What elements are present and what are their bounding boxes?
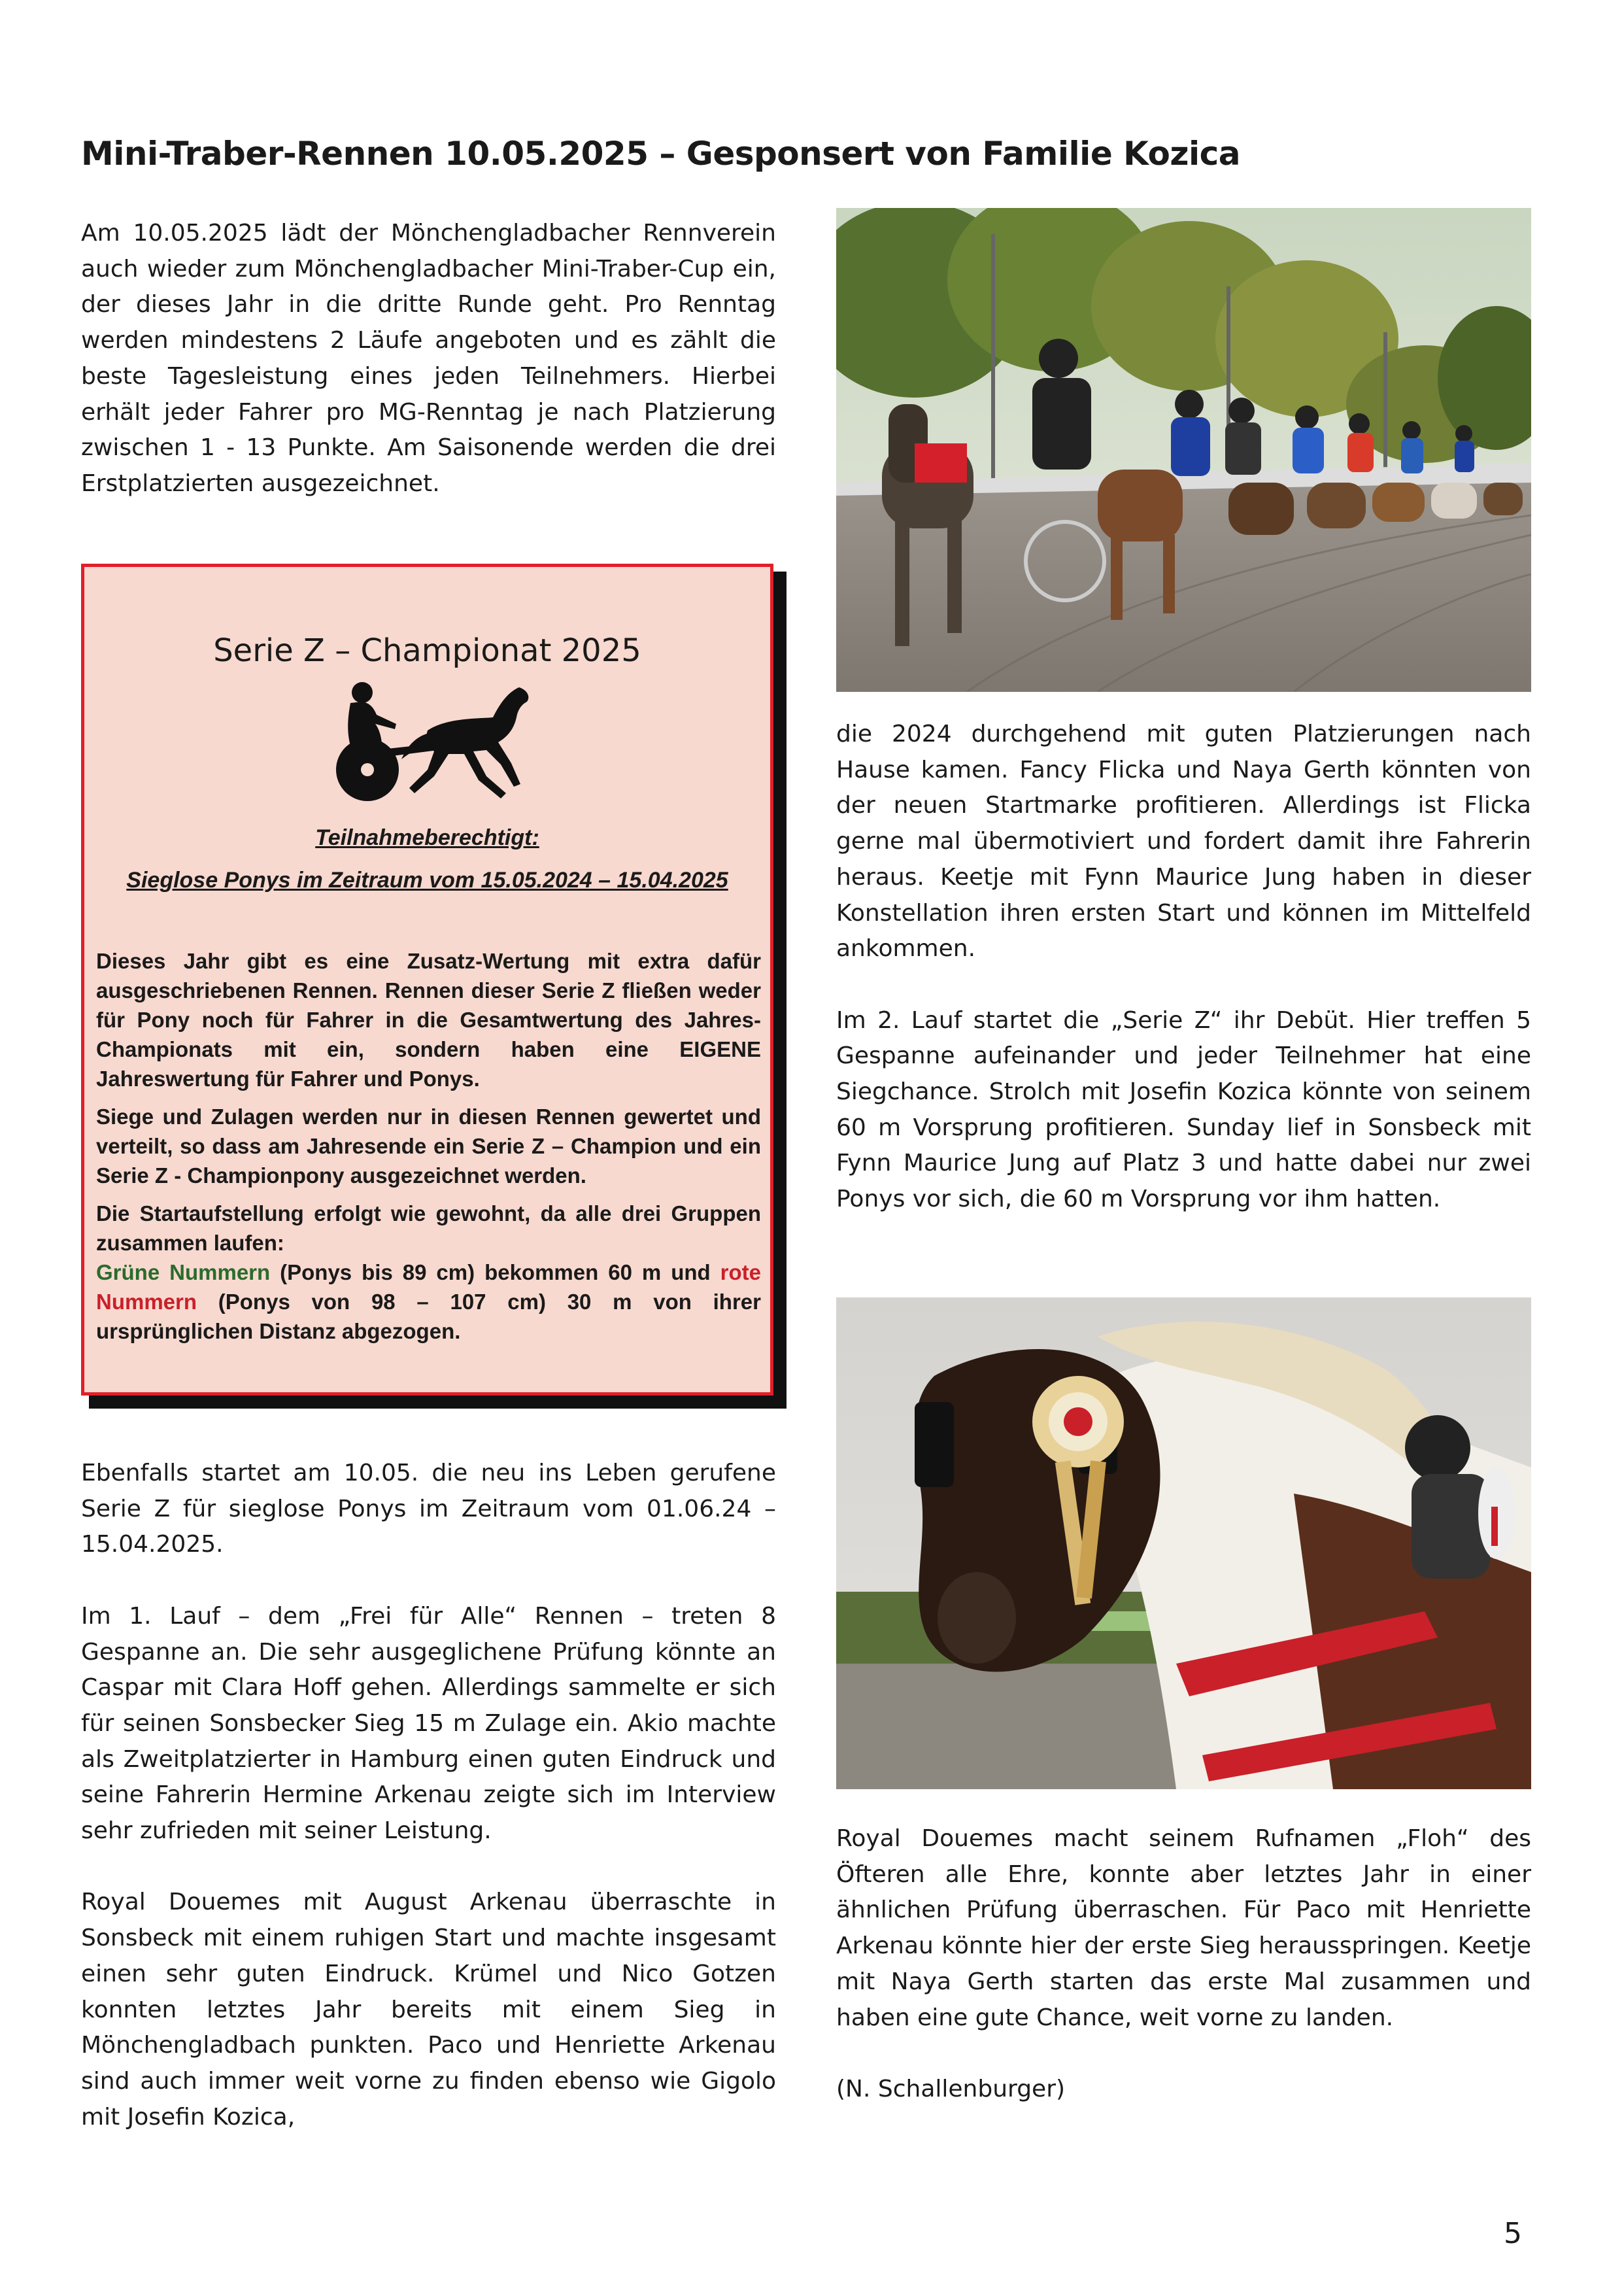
serie-z-box bbox=[81, 564, 773, 1396]
author-credit: (N. Schallenburger) bbox=[836, 2075, 1066, 2102]
right-column-text-bottom bbox=[836, 1821, 1531, 2108]
photo-pony-closeup bbox=[836, 1297, 1531, 1789]
eligible-text: Sieglose Ponys im Zeitraum vom 15.05.2024 – 15.04.2025 bbox=[126, 868, 728, 893]
red-numbers-text: (Ponys von 98 – 107 cm) 30 m von ihrer ursprünglichen Distanz abgezogen. bbox=[96, 1290, 761, 1343]
left-paragraph: Royal Douemes mit August Arkenau überraschte in Sonsbeck mit einem ruhigen Start und machte insgesamt einen sehr guten Eindruck. Krümel und Nico Gotzen konnten letztes Jahr bereits mit einem Sieg in Mönchengladbach punkten. Paco und Henriette Arkenau sind auch immer weit vorne zu finden ebenso wie Gigolo mit Josefin Kozica, bbox=[81, 1889, 776, 2131]
green-numbers-text: (Ponys bis 89 cm) bekommen 60 m und bbox=[270, 1260, 720, 1284]
eligible-heading: Teilnahmeberechtigt: bbox=[315, 825, 539, 850]
right-paragraph: Royal Douemes macht seinem Rufnamen „Floh“ des Öfteren alle Ehre, konnte aber letztes Jahr in einer ähnlichen Prüfung überraschen. Für Paco mit Henriette Arkenau könnte hier der erste Sieg herausspringen. Keetje mit Naya Gerth starten das erste Mal zusammen und haben eine gute Chance, weit vorne zu landen. bbox=[836, 1825, 1531, 2031]
intro-paragraph: Am 10.05.2025 lädt der Mönchengladbacher Rennverein auch wieder zum Mönchengladbacher Mini-Traber-Cup ein, der dieses Jahr in die dritte Runde geht. Pro Renntag werden mindestens 2 Läufe angeboten und es zählt die beste Tagesleistung eines jeden Teilnehmers. Hierbei erhält jeder Fahrer pro MG-Renntag je nach Platzierung zwischen 1 - 13 Punkte. Am Saisonende werden die drei Erstplatzierten ausgezeichnet. bbox=[81, 220, 776, 497]
box-body bbox=[96, 946, 761, 1354]
box-paragraph-3-start: Die Startaufstellung erfolgt wie gewohnt, da alle drei Gruppen zusammen laufen: bbox=[96, 1201, 761, 1255]
right-column-text-top bbox=[836, 717, 1531, 1218]
box-paragraph-3 bbox=[96, 1199, 761, 1346]
page-number: 5 bbox=[1504, 2217, 1522, 2250]
sulky-horse-icon bbox=[336, 678, 532, 809]
intro-text bbox=[81, 216, 776, 502]
right-paragraph: die 2024 durchgehend mit guten Platzierungen nach Hause kamen. Fancy Flicka und Naya Gerth könnten von der neuen Startmarke profitieren. Allerdings ist Flicka gerne mal übermotiviert und fordert damit ihre Fahrerin heraus. Keetje mit Fynn Maurice Jung haben in dieser Konstellation ihren ersten Start und können im Mittelfeld ankommen. bbox=[836, 721, 1531, 963]
box-paragraph-2: Siege und Zulagen werden nur in diesen Rennen gewertet und verteilt, so dass am Jahresende ein Serie Z – Champion und ein Serie Z - Championpony ausgezeichnet werden. bbox=[96, 1105, 761, 1188]
left-paragraph: Im 1. Lauf – dem „Frei für Alle“ Rennen – treten 8 Gespanne an. Die sehr ausgeglichene Prüfung könnte an Caspar mit Clara Hoff gehen. Allerdings sammelte er sich für seinen Sonsbecker Sieg 15 m Zulage ein. Akio machte als Zweitplatzierter in Hamburg einen guten Eindruck und seine Fahrerin Hermine Arkenau zeigte sich im Interview sehr zufrieden mit seiner Leistung. bbox=[81, 1602, 776, 1845]
green-numbers-label: Grüne Nummern bbox=[96, 1260, 271, 1284]
box-paragraph-1: Dieses Jahr gibt es eine Zusatz-Wertung mit extra dafür ausgeschriebenen Rennen. Rennen dieser Serie Z fließen weder für Pony noch für Fahrer in die Gesamtwertung des Jahres-Championats mit ein, sondern haben eine EIGENE Jahreswertung für Fahrer und Ponys. bbox=[96, 949, 761, 1091]
left-paragraph: Ebenfalls startet am 10.05. die neu ins Leben gerufene Serie Z für sieglose Ponys im Zeitraum vom 01.06.24 – 15.04.2025. bbox=[81, 1460, 776, 1558]
page-title: Mini-Traber-Rennen 10.05.2025 – Gesponsert von Familie Kozica bbox=[81, 135, 1240, 173]
photo-pony-race bbox=[836, 208, 1531, 692]
box-title: Serie Z – Championat 2025 bbox=[213, 632, 641, 669]
right-paragraph: Im 2. Lauf startet die „Serie Z“ ihr Debüt. Hier treffen 5 Gespanne aufeinander und jeder Teilnehmer hat eine Siegchance. Strolch mit Josefin Kozica könnte von seinem 60 m Vorsprung profitieren. Sunday lief in Sonsbeck mit Fynn Maurice Jung auf Platz 3 und hatte dabei nur zwei Ponys vor sich, die 60 m Vorsprung vor ihm hatten. bbox=[836, 1006, 1531, 1213]
red-numbers-label: rote Nummern bbox=[96, 1260, 761, 1314]
left-column-text bbox=[81, 1456, 776, 2135]
